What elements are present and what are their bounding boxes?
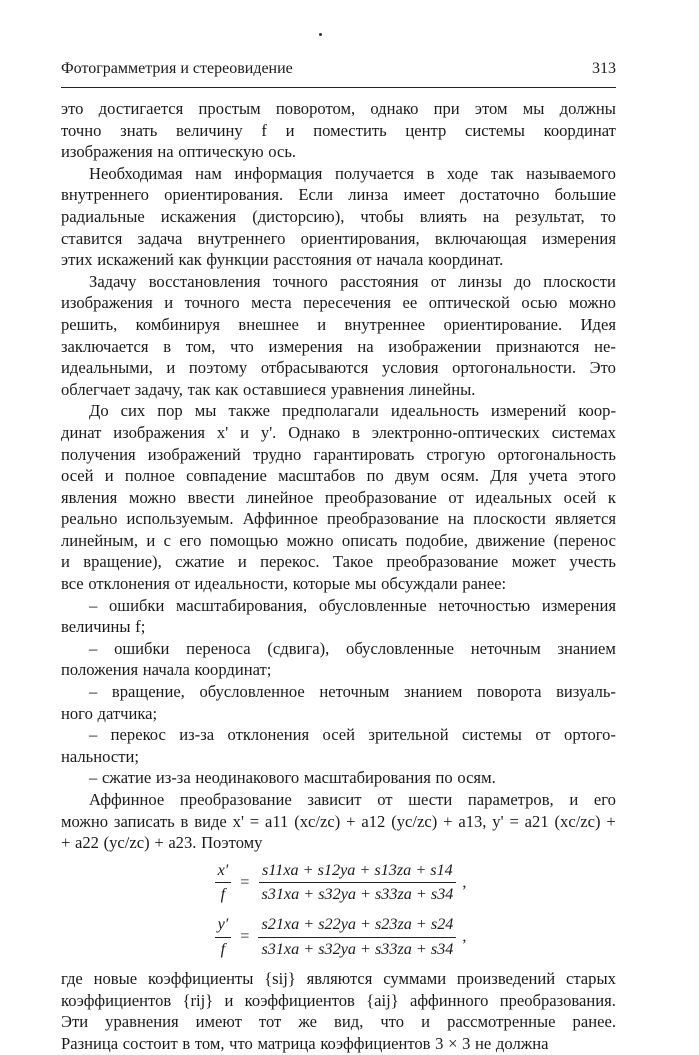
text-line: это достигается простым поворотом, однако при этом мы должны: [61, 99, 616, 118]
text-line: заключается в том, что измерения на изображении признаются не-: [61, 336, 616, 356]
paragraph: [61, 681, 616, 724]
text-line: изображения и точного места пересечения ее оптической осью можно: [61, 293, 616, 313]
rhs-denominator: s31xa + s32ya + s33za + s34: [261, 885, 454, 904]
text-line: и вращение), сжатие и перекос. Такое преобразование может учесть: [61, 552, 616, 572]
text-line: Эти уравнения имеют тот же вид, что и рассмотренные ранее.: [61, 1012, 616, 1032]
formula-rhs: [258, 860, 456, 906]
text-line: внутреннего ориентирования. Если линза имеет достаточно большие: [61, 185, 616, 205]
rhs-numerator: s11xa + s12ya + s13za + s14: [259, 860, 456, 884]
text-line: – ошибки переноса (сдвига), обусловленные неточным знанием: [89, 638, 616, 658]
page-number: 313: [592, 60, 616, 77]
text-line: облегчает задачу, так как оставшиеся уравнения линейны.: [61, 379, 476, 399]
formula-rhs: [258, 914, 456, 960]
text-line: можно записать в виде x' = a11 (xc/zc) + a12 (yc/zc) + a13, y' = a21 (xc/zc) +: [61, 811, 616, 831]
text-line: – вращение, обусловленное неточным знанием поворота визуаль-: [89, 682, 616, 702]
paragraph: [61, 163, 616, 271]
paragraph: [61, 638, 616, 681]
text-line: Разница состоит в том, что матрица коэффициентов 3 × 3 не должна: [61, 1033, 549, 1053]
text-line: реально используемым. Аффинное преобразование на плоскости является: [61, 509, 616, 529]
paragraph: [61, 595, 616, 638]
formula: [211, 860, 467, 906]
paragraph: [61, 271, 616, 401]
header-rule: [61, 87, 616, 88]
text-line: точно знать величину f и поместить центр системы координат: [61, 120, 616, 140]
formula-block: [61, 860, 616, 960]
body-text: [61, 98, 616, 1055]
paragraph: [61, 724, 616, 767]
paragraph: [61, 789, 616, 854]
lhs-numerator: x′: [215, 860, 232, 884]
lhs-denominator: f: [220, 939, 226, 958]
page-speck: [319, 33, 322, 36]
equals-sign: =: [240, 927, 250, 946]
text-line: решить, комбинируя внешнее и внутреннее ориентирование. Идея: [61, 314, 616, 334]
text-line: Задачу восстановления точного расстояния от линзы до плоскости: [89, 271, 616, 291]
text-line: ставится задача внутреннего ориентирования, включающая измерения: [61, 228, 616, 248]
formula: [211, 914, 467, 960]
header-title: Фотограмметрия и стереовидение: [61, 60, 293, 77]
lhs-numerator: y′: [215, 914, 232, 938]
text-line: Необходимая нам информация получается в ходе так называемого: [89, 163, 616, 183]
lhs-denominator: f: [220, 885, 226, 904]
text-line: радиальные искажения (дисторсию), чтобы влиять на результат, то: [61, 206, 616, 226]
text-line: динат изображения x' и y'. Однако в электронно-оптических системах: [61, 422, 616, 442]
text-line: явления можно ввести линейное преобразование от идеальных осей к: [61, 487, 616, 507]
text-line: где новые коэффициенты {sij} являются суммами произведений старых: [61, 969, 616, 989]
rhs-numerator: s21xa + s22ya + s23za + s24: [258, 914, 456, 938]
text-line: положения начала координат;: [61, 660, 272, 680]
text-line: + a22 (yc/zc) + a23. Поэтому: [61, 833, 263, 853]
text-line: – сжатие из-за неодинакового масштабирования по осям.: [89, 768, 496, 788]
paragraph: [61, 767, 616, 789]
text-line: этих искажений как функции расстояния от начала координат.: [61, 250, 504, 270]
text-line: осей и полное совпадение масштабов по двум осям. Для учета этого: [61, 466, 616, 486]
text-line: все отклонения от идеальности, которые мы обсуждали ранее:: [61, 574, 507, 594]
text-line: нальности;: [61, 746, 139, 766]
text-line: До сих пор мы также предполагали идеальность измерений коор-: [89, 401, 616, 421]
formula-trail: ,: [462, 927, 467, 946]
text-line: величины f;: [61, 617, 146, 637]
text-line: идеальными, и поэтому отбрасываются условия ортогональности. Это: [61, 358, 616, 378]
equals-sign: =: [240, 873, 250, 892]
text-line: получения изображений трудно гарантировать строгую ортогональность: [61, 444, 616, 464]
text-line: линейным, и с его помощью можно описать подобие, движение (перенос: [61, 530, 616, 550]
paragraph: [61, 968, 616, 1054]
text-line: – ошибки масштабирования, обусловленные неточностью измерения: [89, 595, 616, 615]
formula-trail: ,: [462, 873, 467, 892]
running-header: [61, 60, 616, 82]
paragraph: [61, 400, 616, 594]
text-line: – перекос из-за отклонения осей зрительной системы от ортого-: [89, 725, 616, 745]
book-page: [61, 0, 616, 1053]
text-line: изображения на оптическую ось.: [61, 142, 297, 162]
text-line: ного датчика;: [61, 703, 158, 723]
rhs-denominator: s31xa + s32ya + s33za + s34: [261, 939, 454, 958]
paragraph: [61, 98, 616, 163]
formula-lhs: [215, 914, 232, 960]
text-line: Аффинное преобразование зависит от шести параметров, и его: [89, 790, 616, 809]
text-line: коэффициентов {rij} и коэффициентов {aij} аффинного преобразования.: [61, 990, 616, 1010]
formula-lhs: [215, 860, 232, 906]
